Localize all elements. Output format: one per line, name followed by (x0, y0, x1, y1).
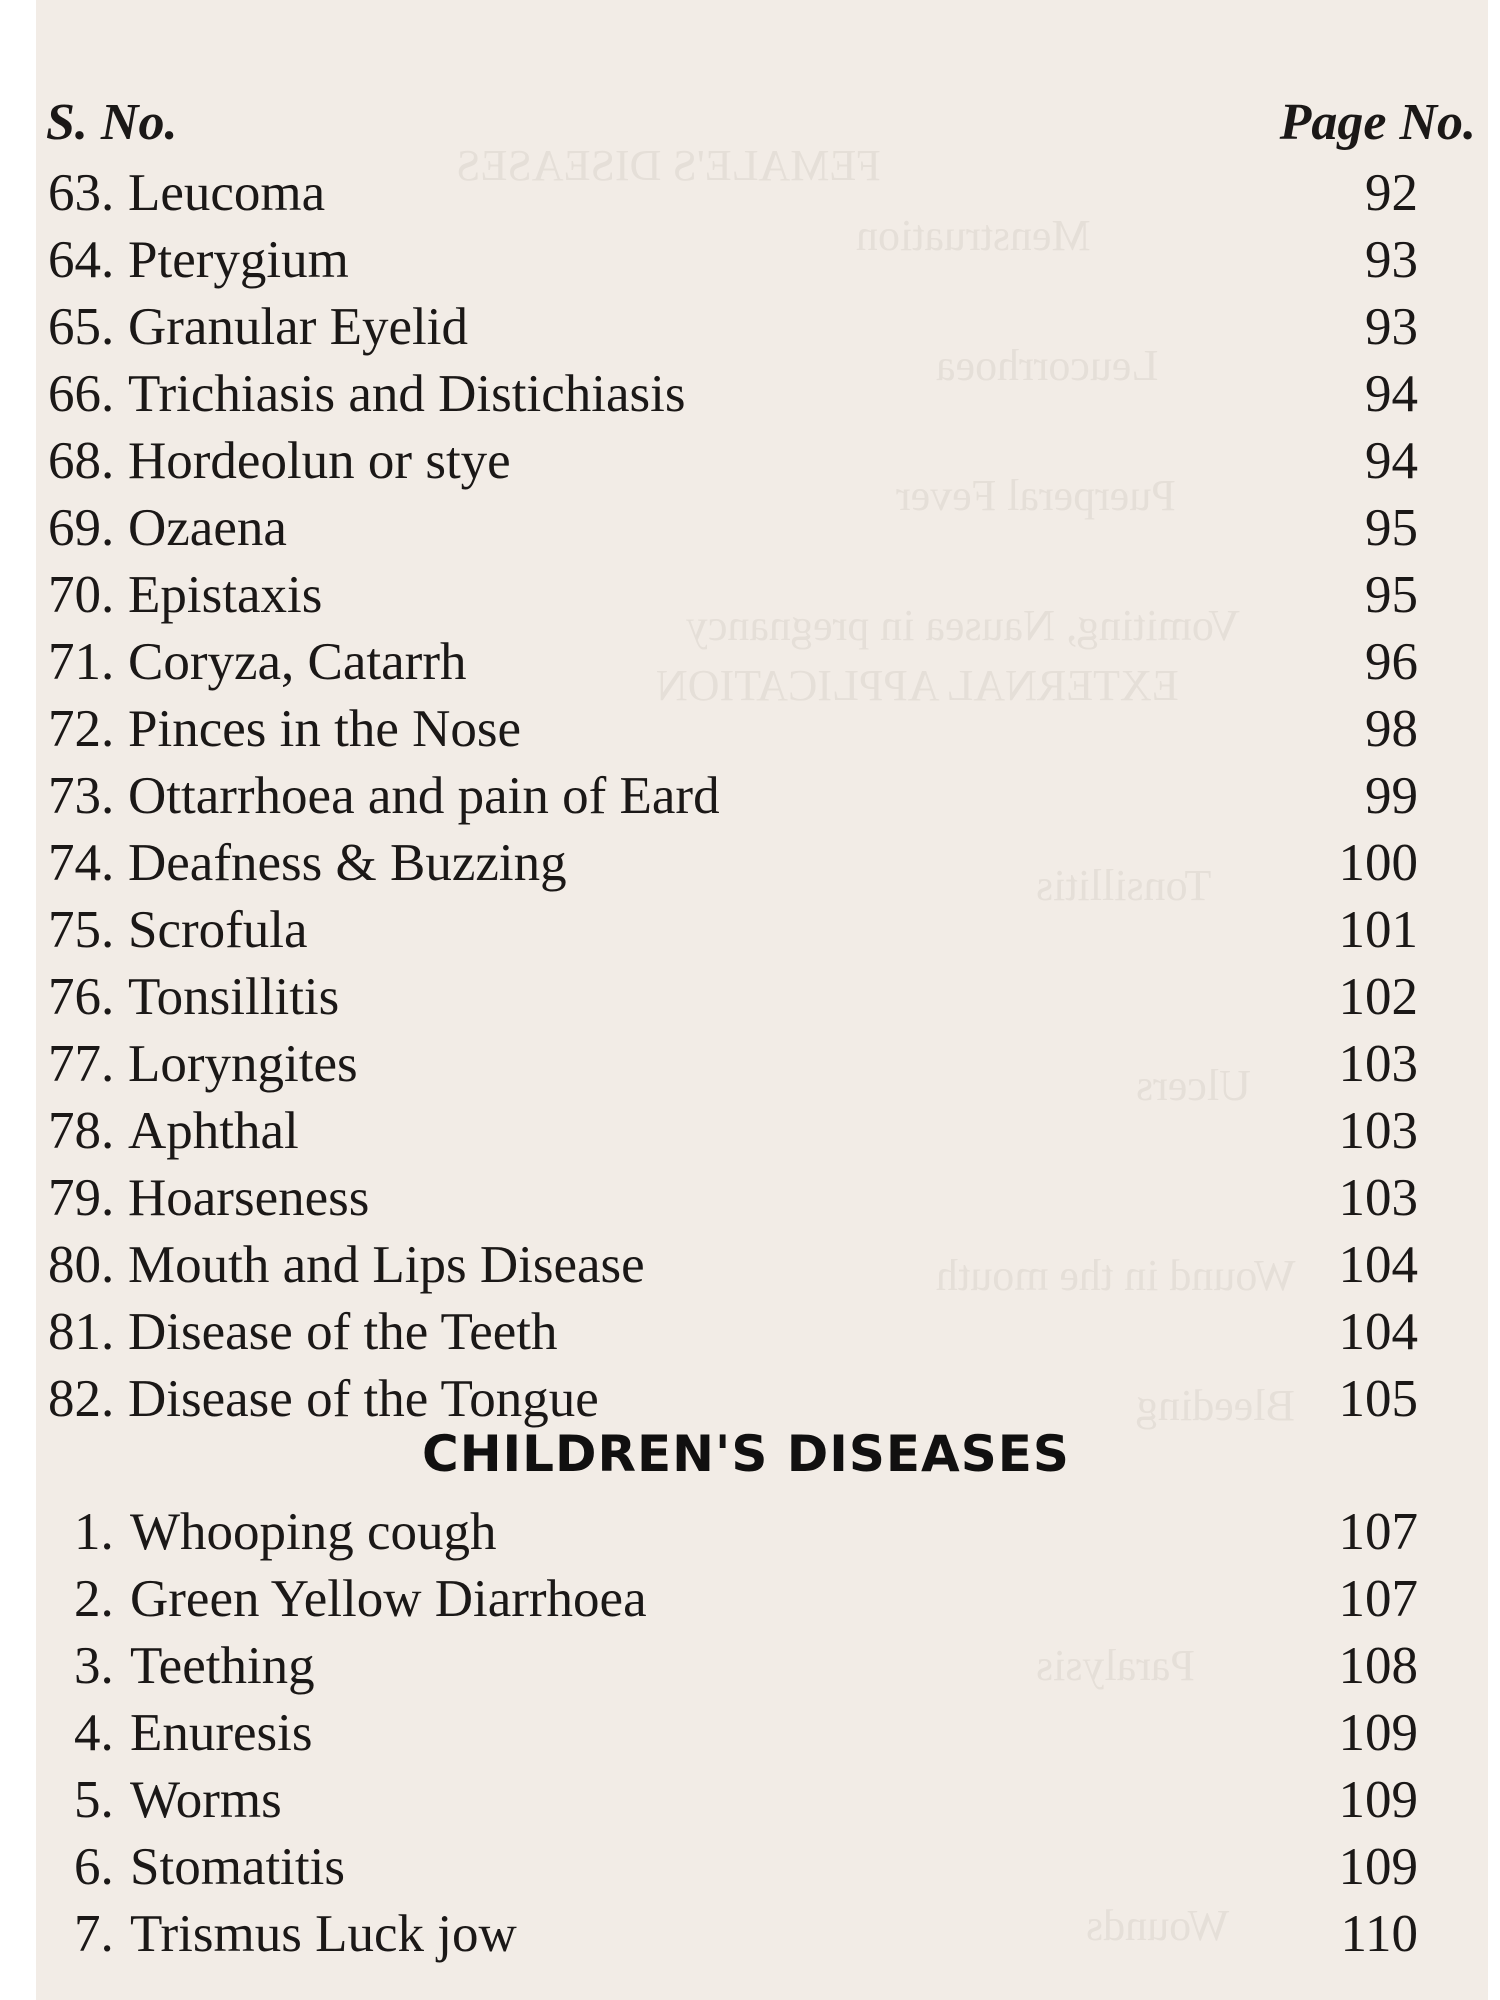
toc-entry (36, 1768, 1488, 1832)
entry-page: 103 (1338, 1169, 1418, 1227)
entry-page: 96 (1365, 633, 1418, 691)
entry-number: 79. (48, 1169, 115, 1227)
entry-title: Worms (130, 1771, 282, 1829)
entry-number: 7. (74, 1905, 114, 1963)
entry-page: 108 (1338, 1637, 1418, 1695)
entry-number: 82. (48, 1370, 115, 1428)
toc-entry (36, 898, 1488, 962)
entry-page: 95 (1365, 499, 1418, 557)
entry-title: Ottarrhoea and pain of Eard (128, 767, 720, 825)
entry-number: 2. (74, 1570, 114, 1628)
entry-number: 81. (48, 1303, 115, 1361)
toc-entry (36, 764, 1488, 828)
serial-number-heading: S. No. (46, 94, 178, 151)
entry-number: 63. (48, 164, 115, 222)
entry-page: 104 (1338, 1236, 1418, 1294)
entry-title: Aphthal (128, 1102, 299, 1160)
entry-number: 78. (48, 1102, 115, 1160)
entry-title: Loryngites (128, 1035, 358, 1093)
entry-title: Teething (130, 1637, 315, 1695)
entry-title: Pterygium (128, 231, 349, 289)
entry-number: 72. (48, 700, 115, 758)
entry-page: 100 (1338, 834, 1418, 892)
entry-title: Disease of the Teeth (128, 1303, 558, 1361)
entry-page: 109 (1338, 1838, 1418, 1896)
entry-title: Pinces in the Nose (128, 700, 522, 758)
entry-page: 98 (1365, 700, 1418, 758)
entry-page: 103 (1338, 1035, 1418, 1093)
entry-page: 109 (1338, 1704, 1418, 1762)
entry-page: 93 (1365, 298, 1418, 356)
entry-number: 70. (48, 566, 115, 624)
page-number-heading: Page No. (1279, 94, 1476, 151)
entry-number: 68. (48, 432, 115, 490)
entry-number: 5. (74, 1771, 114, 1829)
entry-number: 76. (48, 968, 115, 1026)
entry-page: 94 (1365, 432, 1418, 490)
toc-entry (36, 1567, 1488, 1631)
toc-entry (36, 697, 1488, 761)
entry-number: 80. (48, 1236, 115, 1294)
entry-page: 101 (1338, 901, 1418, 959)
entry-page: 107 (1338, 1570, 1418, 1628)
toc-entry (36, 429, 1488, 493)
entry-number: 69. (48, 499, 115, 557)
toc-header (46, 93, 1476, 153)
entry-title: Hoarseness (128, 1169, 370, 1227)
entry-title: Epistaxis (128, 566, 323, 624)
entry-number: 73. (48, 767, 115, 825)
entry-page: 99 (1365, 767, 1418, 825)
toc-entry (36, 228, 1488, 292)
toc-entry (36, 831, 1488, 895)
show-through-texture: FEMALE'S DISEASES Menstruation Leucorrhoea Puerperal Fever Vomiting, Nausea in pregnancy EXTERNAL APPLICATION Tonsillitis Ulcers Wound in the mouth Bleeding Paralysis Wounds (456, 141, 1296, 1950)
entry-title: Scrofula (128, 901, 308, 959)
entry-title: Tonsillitis (128, 968, 340, 1026)
toc-entry (36, 496, 1488, 560)
toc-entry (36, 965, 1488, 1029)
toc-entry (36, 1099, 1488, 1163)
entry-title: Stomatitis (130, 1838, 345, 1896)
entry-number: 66. (48, 365, 115, 423)
toc-entry (36, 1233, 1488, 1297)
entry-title: Trismus Luck jow (130, 1905, 517, 1963)
entry-title: Deafness & Buzzing (128, 834, 567, 892)
book-page (36, 0, 1488, 2000)
entry-title: Leucoma (128, 164, 326, 222)
entry-number: 6. (74, 1838, 114, 1896)
entry-page: 104 (1338, 1303, 1418, 1361)
entry-number: 75. (48, 901, 115, 959)
section-heading-childrens-diseases: CHILDREN'S DISEASES (422, 1425, 1070, 1483)
entry-title: Granular Eyelid (128, 298, 468, 356)
entry-title: Hordeolun or stye (128, 432, 511, 490)
toc-entry (36, 1300, 1488, 1364)
entry-number: 74. (48, 834, 115, 892)
entry-page: 95 (1365, 566, 1418, 624)
toc-entry (36, 161, 1488, 225)
entry-page: 103 (1338, 1102, 1418, 1160)
toc-entry (36, 295, 1488, 359)
entry-page: 109 (1338, 1771, 1418, 1829)
entry-number: 64. (48, 231, 115, 289)
toc-entry (36, 630, 1488, 694)
entry-page: 105 (1338, 1370, 1418, 1428)
entry-title: Whooping cough (130, 1503, 497, 1561)
toc-entry (36, 1634, 1488, 1698)
entry-page: 92 (1365, 164, 1418, 222)
toc-entry (36, 1032, 1488, 1096)
toc-entry (36, 362, 1488, 426)
entry-number: 1. (74, 1503, 114, 1561)
entry-page: 94 (1365, 365, 1418, 423)
entry-page: 110 (1340, 1905, 1418, 1963)
toc-entry (36, 1367, 1488, 1431)
toc-entry (36, 563, 1488, 627)
entry-page: 93 (1365, 231, 1418, 289)
entry-number: 77. (48, 1035, 115, 1093)
entry-title: Green Yellow Diarrhoea (130, 1570, 647, 1628)
entry-title: Coryza, Catarrh (128, 633, 467, 691)
entry-page: 102 (1338, 968, 1418, 1026)
entry-number: 4. (74, 1704, 114, 1762)
entry-number: 71. (48, 633, 115, 691)
entry-title: Mouth and Lips Disease (128, 1236, 645, 1294)
toc-entry (36, 1902, 1488, 1966)
entry-title: Disease of the Tongue (128, 1370, 599, 1428)
entry-title: Trichiasis and Distichiasis (128, 365, 686, 423)
toc-entry (36, 1701, 1488, 1765)
toc-entry (36, 1166, 1488, 1230)
entry-title: Ozaena (128, 499, 287, 557)
toc-entry (36, 1835, 1488, 1899)
entry-number: 3. (74, 1637, 114, 1695)
entry-number: 65. (48, 298, 115, 356)
toc-entry (36, 1500, 1488, 1564)
entry-page: 107 (1338, 1503, 1418, 1561)
entry-title: Enuresis (130, 1704, 313, 1762)
